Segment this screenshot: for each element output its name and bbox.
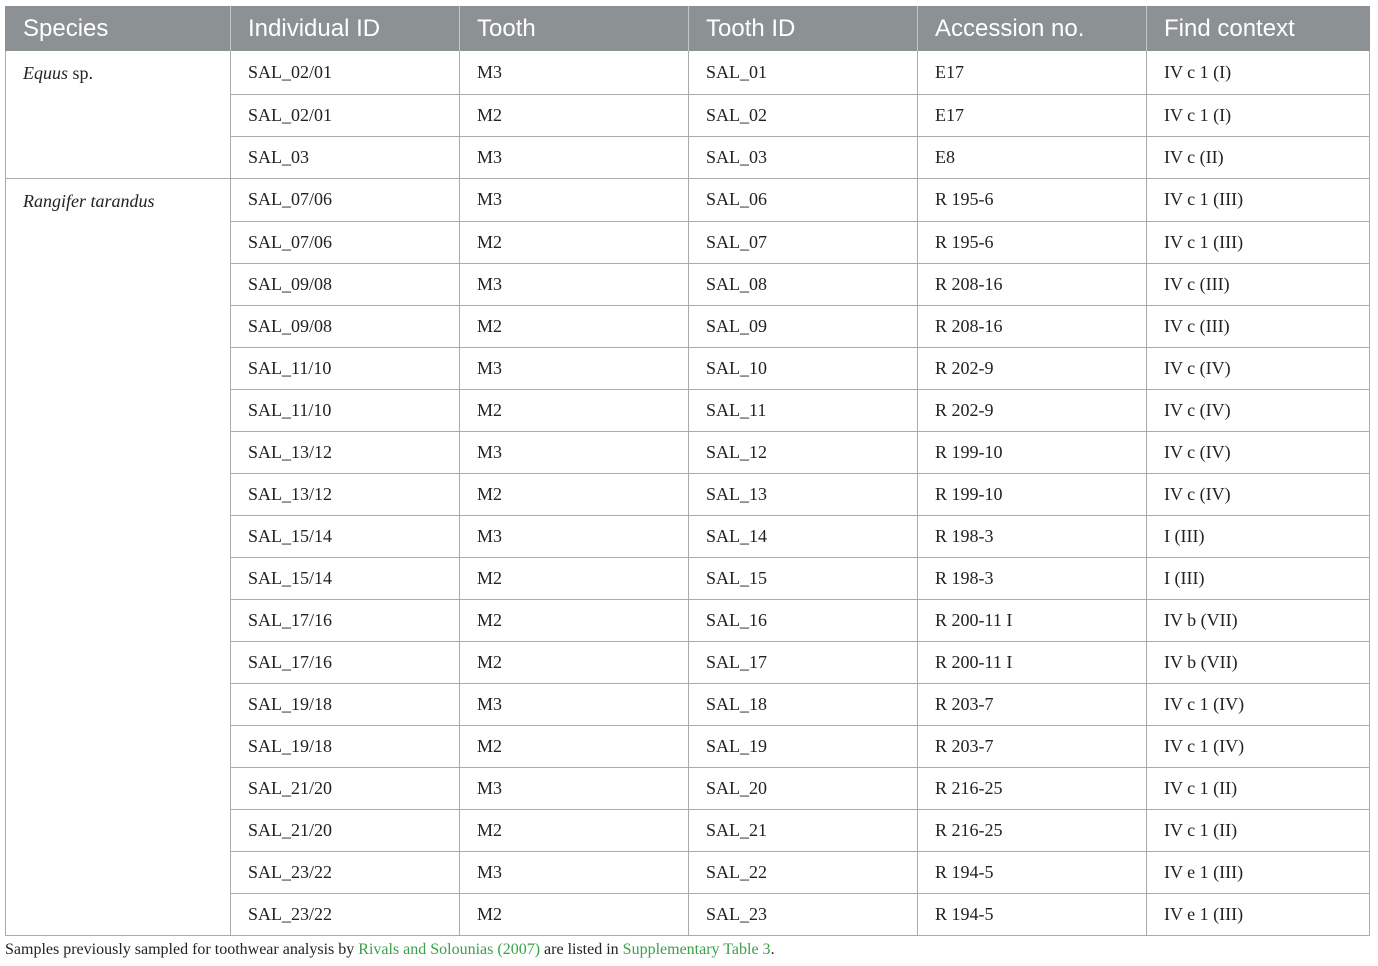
tooth-id-cell: SAL_22 <box>689 851 918 893</box>
accession-no-cell: E17 <box>918 94 1147 136</box>
tooth-cell: M3 <box>460 431 689 473</box>
tooth-cell: M3 <box>460 515 689 557</box>
find-context-cell: IV c (III) <box>1147 263 1370 305</box>
find-context-cell: I (III) <box>1147 557 1370 599</box>
individual-id-cell: SAL_15/14 <box>231 515 460 557</box>
accession-no-cell: R 199-10 <box>918 431 1147 473</box>
accession-no-cell: R 198-3 <box>918 557 1147 599</box>
species-name-italic: Equus <box>23 63 68 83</box>
find-context-cell: IV c (IV) <box>1147 473 1370 515</box>
tooth-id-cell: SAL_11 <box>689 389 918 431</box>
accession-no-cell: R 202-9 <box>918 347 1147 389</box>
tooth-cell: M2 <box>460 94 689 136</box>
find-context-cell: IV c (IV) <box>1147 347 1370 389</box>
tooth-id-cell: SAL_20 <box>689 767 918 809</box>
tooth-id-cell: SAL_17 <box>689 641 918 683</box>
find-context-cell: I (III) <box>1147 515 1370 557</box>
individual-id-cell: SAL_13/12 <box>231 473 460 515</box>
tooth-id-cell: SAL_06 <box>689 178 918 221</box>
tooth-id-cell: SAL_13 <box>689 473 918 515</box>
individual-id-cell: SAL_21/20 <box>231 767 460 809</box>
tooth-cell: M3 <box>460 51 689 94</box>
find-context-cell: IV e 1 (III) <box>1147 851 1370 893</box>
accession-no-cell: R 194-5 <box>918 893 1147 935</box>
individual-id-cell: SAL_13/12 <box>231 431 460 473</box>
accession-no-cell: R 199-10 <box>918 473 1147 515</box>
tooth-id-cell: SAL_18 <box>689 683 918 725</box>
find-context-cell: IV c (IV) <box>1147 389 1370 431</box>
individual-id-cell: SAL_09/08 <box>231 305 460 347</box>
individual-id-cell: SAL_21/20 <box>231 809 460 851</box>
header-accession-no: Accession no. <box>918 6 1147 51</box>
accession-no-cell: R 208-16 <box>918 263 1147 305</box>
species-name-italic: Rangifer tarandus <box>23 190 155 211</box>
header-individual-id: Individual ID <box>231 6 460 51</box>
find-context-cell: IV c 1 (II) <box>1147 809 1370 851</box>
tooth-cell: M2 <box>460 221 689 263</box>
tooth-cell: M2 <box>460 641 689 683</box>
tooth-cell: M2 <box>460 389 689 431</box>
tooth-id-cell: SAL_09 <box>689 305 918 347</box>
individual-id-cell: SAL_02/01 <box>231 94 460 136</box>
table-header-row <box>6 6 1370 51</box>
find-context-cell: IV c 1 (IV) <box>1147 725 1370 767</box>
accession-no-cell: R 208-16 <box>918 305 1147 347</box>
individual-id-cell: SAL_09/08 <box>231 263 460 305</box>
accession-no-cell: R 202-9 <box>918 389 1147 431</box>
tooth-id-cell: SAL_08 <box>689 263 918 305</box>
tooth-id-cell: SAL_19 <box>689 725 918 767</box>
individual-id-cell: SAL_19/18 <box>231 725 460 767</box>
tooth-cell: M2 <box>460 305 689 347</box>
individual-id-cell: SAL_03 <box>231 136 460 178</box>
individual-id-cell: SAL_17/16 <box>231 641 460 683</box>
tooth-id-cell: SAL_16 <box>689 599 918 641</box>
find-context-cell: IV c 1 (I) <box>1147 51 1370 94</box>
table-body <box>6 51 1370 935</box>
tooth-cell: M3 <box>460 178 689 221</box>
tooth-cell: M3 <box>460 136 689 178</box>
individual-id-cell: SAL_02/01 <box>231 51 460 94</box>
header-tooth-id: Tooth ID <box>689 6 918 51</box>
tooth-cell: M2 <box>460 557 689 599</box>
accession-no-cell: R 216-25 <box>918 767 1147 809</box>
accession-no-cell: E8 <box>918 136 1147 178</box>
tooth-cell: M2 <box>460 473 689 515</box>
individual-id-cell: SAL_07/06 <box>231 178 460 221</box>
samples-table <box>5 6 1370 936</box>
find-context-cell: IV b (VII) <box>1147 641 1370 683</box>
accession-no-cell: R 195-6 <box>918 178 1147 221</box>
find-context-cell: IV c (IV) <box>1147 431 1370 473</box>
find-context-cell: IV c 1 (III) <box>1147 221 1370 263</box>
tooth-cell: M3 <box>460 851 689 893</box>
footnote-text-middle: are listed in <box>540 941 623 958</box>
find-context-cell: IV c 1 (III) <box>1147 178 1370 221</box>
individual-id-cell: SAL_19/18 <box>231 683 460 725</box>
accession-no-cell: R 198-3 <box>918 515 1147 557</box>
species-name-suffix: sp. <box>68 63 94 83</box>
tooth-id-cell: SAL_14 <box>689 515 918 557</box>
tooth-cell: M3 <box>460 347 689 389</box>
accession-no-cell: R 194-5 <box>918 851 1147 893</box>
tooth-id-cell: SAL_21 <box>689 809 918 851</box>
table-row <box>6 51 1370 94</box>
rivals-solounias-link[interactable]: Rivals and Solounias (2007) <box>358 941 541 958</box>
header-tooth: Tooth <box>460 6 689 51</box>
species-cell <box>6 51 231 178</box>
table-row <box>6 178 1370 221</box>
find-context-cell: IV c 1 (II) <box>1147 767 1370 809</box>
tooth-id-cell: SAL_02 <box>689 94 918 136</box>
tooth-cell: M2 <box>460 809 689 851</box>
supplementary-table-link[interactable]: Supplementary Table 3 <box>622 941 771 958</box>
tooth-cell: M2 <box>460 725 689 767</box>
tooth-cell: M3 <box>460 263 689 305</box>
find-context-cell: IV c (II) <box>1147 136 1370 178</box>
tooth-cell: M2 <box>460 599 689 641</box>
table-footnote <box>5 941 1369 959</box>
tooth-id-cell: SAL_10 <box>689 347 918 389</box>
individual-id-cell: SAL_11/10 <box>231 347 460 389</box>
tooth-cell: M3 <box>460 767 689 809</box>
tooth-id-cell: SAL_23 <box>689 893 918 935</box>
individual-id-cell: SAL_11/10 <box>231 389 460 431</box>
header-find-context: Find context <box>1147 6 1370 51</box>
accession-no-cell: R 200-11 I <box>918 599 1147 641</box>
individual-id-cell: SAL_15/14 <box>231 557 460 599</box>
accession-no-cell: R 216-25 <box>918 809 1147 851</box>
tooth-id-cell: SAL_01 <box>689 51 918 94</box>
individual-id-cell: SAL_07/06 <box>231 221 460 263</box>
footnote-text-before: Samples previously sampled for toothwear analysis by <box>5 941 359 958</box>
footnote-text-after: . <box>770 941 775 958</box>
accession-no-cell: R 203-7 <box>918 725 1147 767</box>
find-context-cell: IV c 1 (IV) <box>1147 683 1370 725</box>
individual-id-cell: SAL_17/16 <box>231 599 460 641</box>
species-cell <box>6 178 231 935</box>
accession-no-cell: R 200-11 I <box>918 641 1147 683</box>
individual-id-cell: SAL_23/22 <box>231 893 460 935</box>
tooth-id-cell: SAL_15 <box>689 557 918 599</box>
accession-no-cell: R 203-7 <box>918 683 1147 725</box>
find-context-cell: IV c (III) <box>1147 305 1370 347</box>
accession-no-cell: E17 <box>918 51 1147 94</box>
accession-no-cell: R 195-6 <box>918 221 1147 263</box>
find-context-cell: IV c 1 (I) <box>1147 94 1370 136</box>
tooth-id-cell: SAL_12 <box>689 431 918 473</box>
tooth-id-cell: SAL_03 <box>689 136 918 178</box>
header-species: Species <box>6 6 231 51</box>
tooth-cell: M2 <box>460 893 689 935</box>
find-context-cell: IV b (VII) <box>1147 599 1370 641</box>
tooth-id-cell: SAL_07 <box>689 221 918 263</box>
tooth-cell: M3 <box>460 683 689 725</box>
find-context-cell: IV e 1 (III) <box>1147 893 1370 935</box>
individual-id-cell: SAL_23/22 <box>231 851 460 893</box>
